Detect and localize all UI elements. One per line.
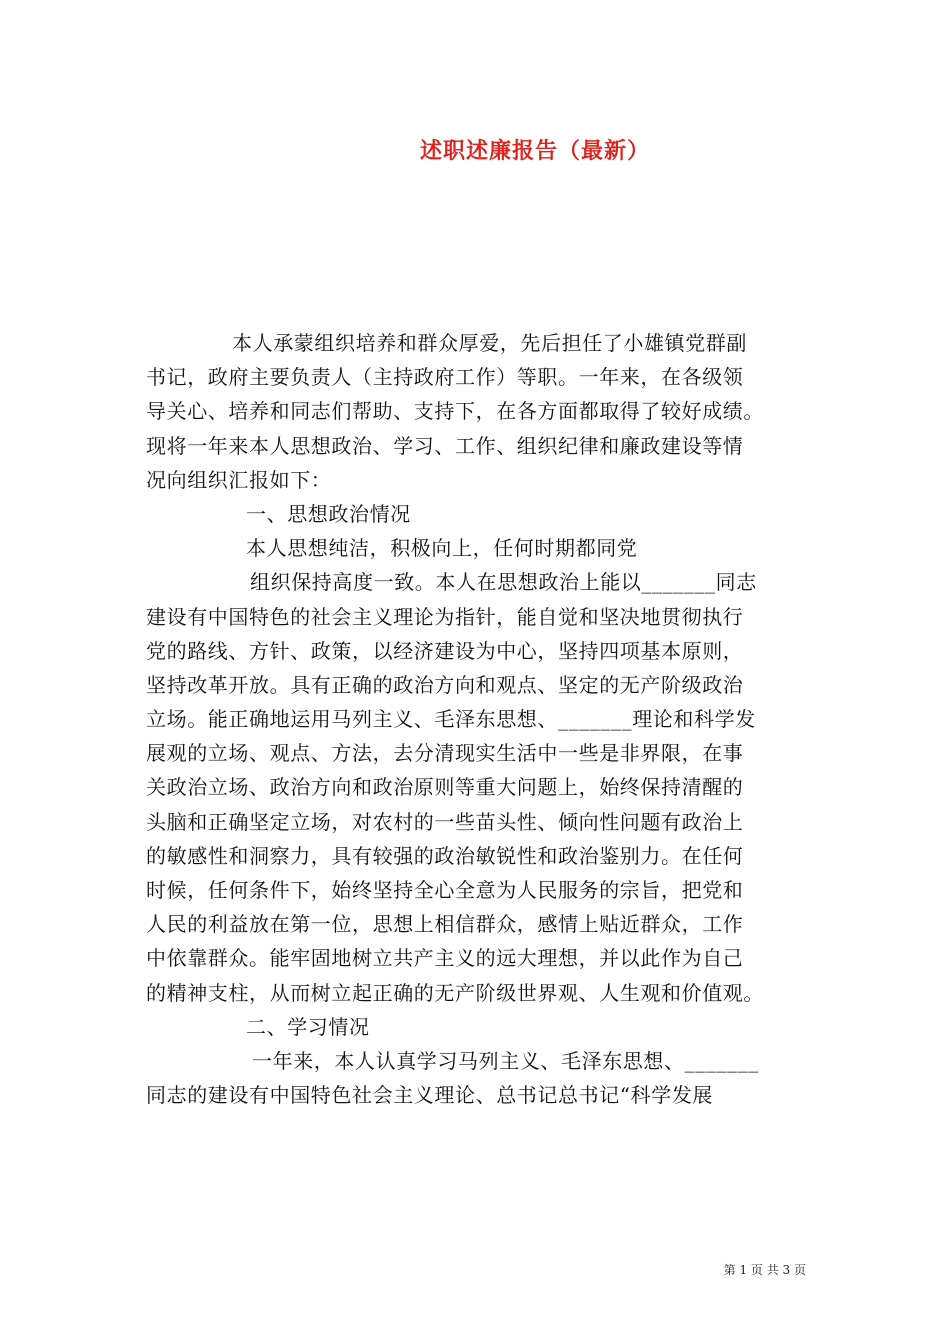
paragraph-line: 党的路线、方针、政策，以经济建设为中心，坚持四项基本原则， — [146, 638, 744, 663]
paragraph-line: 关政治立场、政治方向和政治原则等重大问题上，始终保持清醒的 — [146, 775, 744, 800]
paragraph-line: 的敏感性和洞察力，具有较强的政治敏锐性和政治鉴别力。在任何 — [146, 843, 744, 868]
paragraph-line: 中依靠群众。能牢固地树立共产主义的远大理想，并以此作为自己 — [146, 946, 744, 971]
paragraph-line: 本人思想纯洁，积极向上，任何时期都同党 — [246, 536, 638, 561]
paragraph-line: 现将一年来本人思想政治、学习、工作、组织纪律和廉政建设等情 — [146, 433, 744, 458]
paragraph-line: 头脑和正确坚定立场，对农村的一些苗头性、倾向性问题有政治上 — [146, 809, 744, 834]
paragraph-line: 的精神支柱，从而树立起正确的无产阶级世界观、人生观和价值观。 — [146, 980, 764, 1005]
paragraph-line: 人民的利益放在第一位，思想上相信群众，感情上贴近群众，工作 — [146, 912, 744, 937]
paragraph-line: 展观的立场、观点、方法，去分清现实生活中一些是非界限，在事 — [146, 741, 744, 766]
paragraph-line: 组织保持高度一致。本人在思想政治上能以_______同志 — [250, 570, 757, 595]
paragraph-line: 同志的建设有中国特色社会主义理论、总书记总书记“科学发展 — [146, 1083, 714, 1108]
document-title: 述职述廉报告（最新） — [419, 138, 650, 164]
section-heading: 一、思想政治情况 — [246, 501, 411, 526]
paragraph-line: 导关心、培养和同志们帮助、支持下，在各方面都取得了较好成绩。 — [146, 399, 764, 424]
paragraph-line: 时候，任何条件下，始终坚持全心全意为人民服务的宗旨，把党和 — [146, 878, 744, 902]
document-body — [146, 326, 816, 1112]
paragraph-line: 况向组织汇报如下： — [146, 467, 332, 492]
paragraph-line: 书记，政府主要负责人（主持政府工作）等职。一年来，在各级领 — [146, 365, 744, 390]
page-number-footer: 第 1 页 共 3 页 — [723, 1263, 806, 1277]
section-heading: 二、学习情况 — [246, 1014, 370, 1039]
paragraph-line: 建设有中国特色的社会主义理论为指针，能自觉和坚决地贯彻执行 — [146, 604, 744, 629]
paragraph-line: 一年来，本人认真学习马列主义、毛泽东思想、_______ — [252, 1048, 759, 1073]
paragraph-line: 立场。能正确地运用马列主义、毛泽东思想、_______理论和科学发 — [146, 707, 756, 732]
paragraph-line: 坚持改革开放。具有正确的政治方向和观点、坚定的无产阶级政治 — [146, 672, 744, 697]
paragraph-line: 本人承蒙组织培养和群众厚爱，先后担任了小雄镇党群副 — [232, 331, 747, 355]
